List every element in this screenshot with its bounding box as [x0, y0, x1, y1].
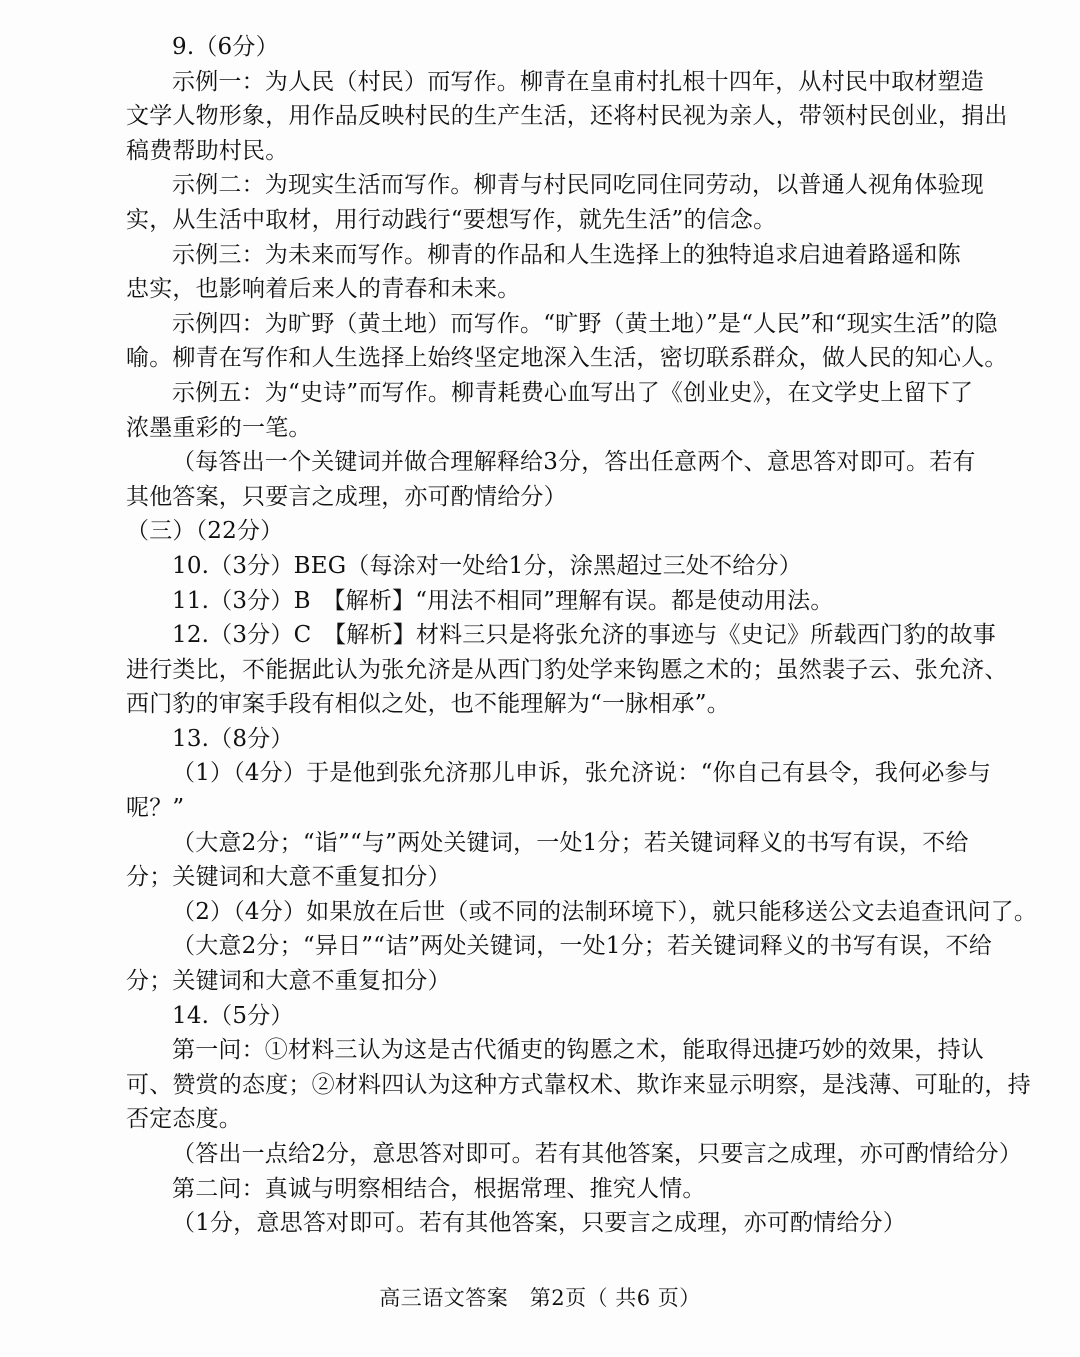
q9-example2-line2: 实，从生活中取材，用行动践行“要想写作，就先生活”的信念。: [126, 206, 777, 233]
q9-scoring-line1: （每答出一个关键词并做合理解释给3分，答出任意两个、意思答对即可。若有: [172, 449, 976, 476]
q12-answer-line3: 西门豹的审案手段有相似之处，也不能理解为“一脉相承”。: [126, 691, 730, 718]
q9-example1-line3: 稿费帮助村民。: [126, 137, 289, 164]
q9-example5-line2: 浓墨重彩的一笔。: [126, 414, 312, 441]
q13-part1-scoring-line1: （大意2分；“诣”“与”两处关键词，一处1分；若关键词释义的书写有误，不给: [172, 829, 969, 856]
page-footer: 高三语文答案 第2页（ 共6 页）: [379, 1286, 701, 1310]
q14-heading: 14.（5分）: [172, 1002, 294, 1029]
q10-answer: 10.（3分）BEG（每涂对一处给1分，涂黑超过三处不给分）: [172, 552, 802, 579]
q9-example1-line1: 示例一：为人民（村民）而写作。柳青在皇甫村扎根十四年，从村民中取材塑造: [172, 68, 984, 95]
section-3-heading: （三）（22分）: [126, 518, 284, 545]
q14-second-question: 第二问：真诚与明察相结合，根据常理、推究人情。: [172, 1175, 706, 1202]
q13-part1-scoring-line2: 分；关键词和大意不重复扣分）: [126, 864, 451, 891]
q9-example2-line1: 示例二：为现实生活而写作。柳青与村民同吃同住同劳动，以普通人视角体验现: [172, 172, 984, 199]
q9-example3-line2: 忠实，也影响着后来人的青春和未来。: [126, 276, 521, 303]
q12-answer-line2: 进行类比，不能据此认为张允济是从西门豹处学来钩慝之术的；虽然裴子云、张允济、: [126, 656, 1008, 683]
q14-second-question-scoring: （1分，意思答对即可。若有其他答案，只要言之成理，亦可酌情给分）: [172, 1210, 907, 1237]
q14-first-question-scoring: （答出一点给2分，意思答对即可。若有其他答案，只要言之成理，亦可酌情给分）: [172, 1141, 1023, 1167]
q14-first-question-line1: 第一问：①材料三认为这是古代循吏的钩慝之术，能取得迅捷巧妙的效果，持认: [172, 1037, 984, 1064]
q14-first-question-line3: 否定态度。: [126, 1106, 242, 1133]
q13-part2-scoring-line1: （大意2分；“异日”“诘”两处关键词，一处1分；若关键词释义的书写有误，不给: [172, 933, 992, 960]
q14-first-question-line2: 可、赞赏的态度；②材料四认为这种方式靠权术、欺诈来显示明察，是浅薄、可耻的，持: [126, 1071, 1031, 1098]
q9-example3-line1: 示例三：为未来而写作。柳青的作品和人生选择上的独特追求启迪着路遥和陈: [172, 241, 961, 268]
q13-part2-scoring-line2: 分；关键词和大意不重复扣分）: [126, 968, 451, 995]
q13-part1-line2: 呢？”: [126, 795, 185, 822]
q13-part2-line1: （2）（4分）如果放在后世（或不同的法制环境下），就只能移送公文去追查讯问了。: [172, 898, 1038, 925]
q13-heading: 13.（8分）: [172, 725, 294, 752]
q9-example4-line2: 喻。柳青在写作和人生选择上始终坚定地深入生活，密切联系群众，做人民的知心人。: [126, 345, 1008, 372]
answer-content: [126, 30, 1038, 1241]
q9-example1-line2: 文学人物形象，用作品反映村民的生产生活，还将村民视为亲人，带领村民创业，捐出: [126, 103, 1008, 130]
q13-part1-line1: （1）（4分）于是他到张允济那儿申诉，张允济说：“你自己有县令，我何必参与: [172, 760, 991, 787]
q12-answer-line1: 12.（3分）C 【解析】材料三只是将张允济的事迹与《史记》所载西门豹的故事: [172, 622, 996, 649]
q11-answer: 11.（3分）B 【解析】“用法不相同”理解有误。都是使动用法。: [172, 587, 834, 614]
q9-example5-line1: 示例五：为“史诗”而写作。柳青耗费心血写出了《创业史》，在文学史上留下了: [172, 379, 974, 406]
q9-scoring-line2: 其他答案，只要言之成理，亦可酌情给分）: [126, 483, 567, 510]
q9-example4-line1: 示例四：为旷野（黄土地）而写作。“旷野（黄土地）”是“人民”和“现实生活”的隐: [172, 310, 998, 337]
q9-heading: 9.（6分）: [172, 34, 279, 60]
